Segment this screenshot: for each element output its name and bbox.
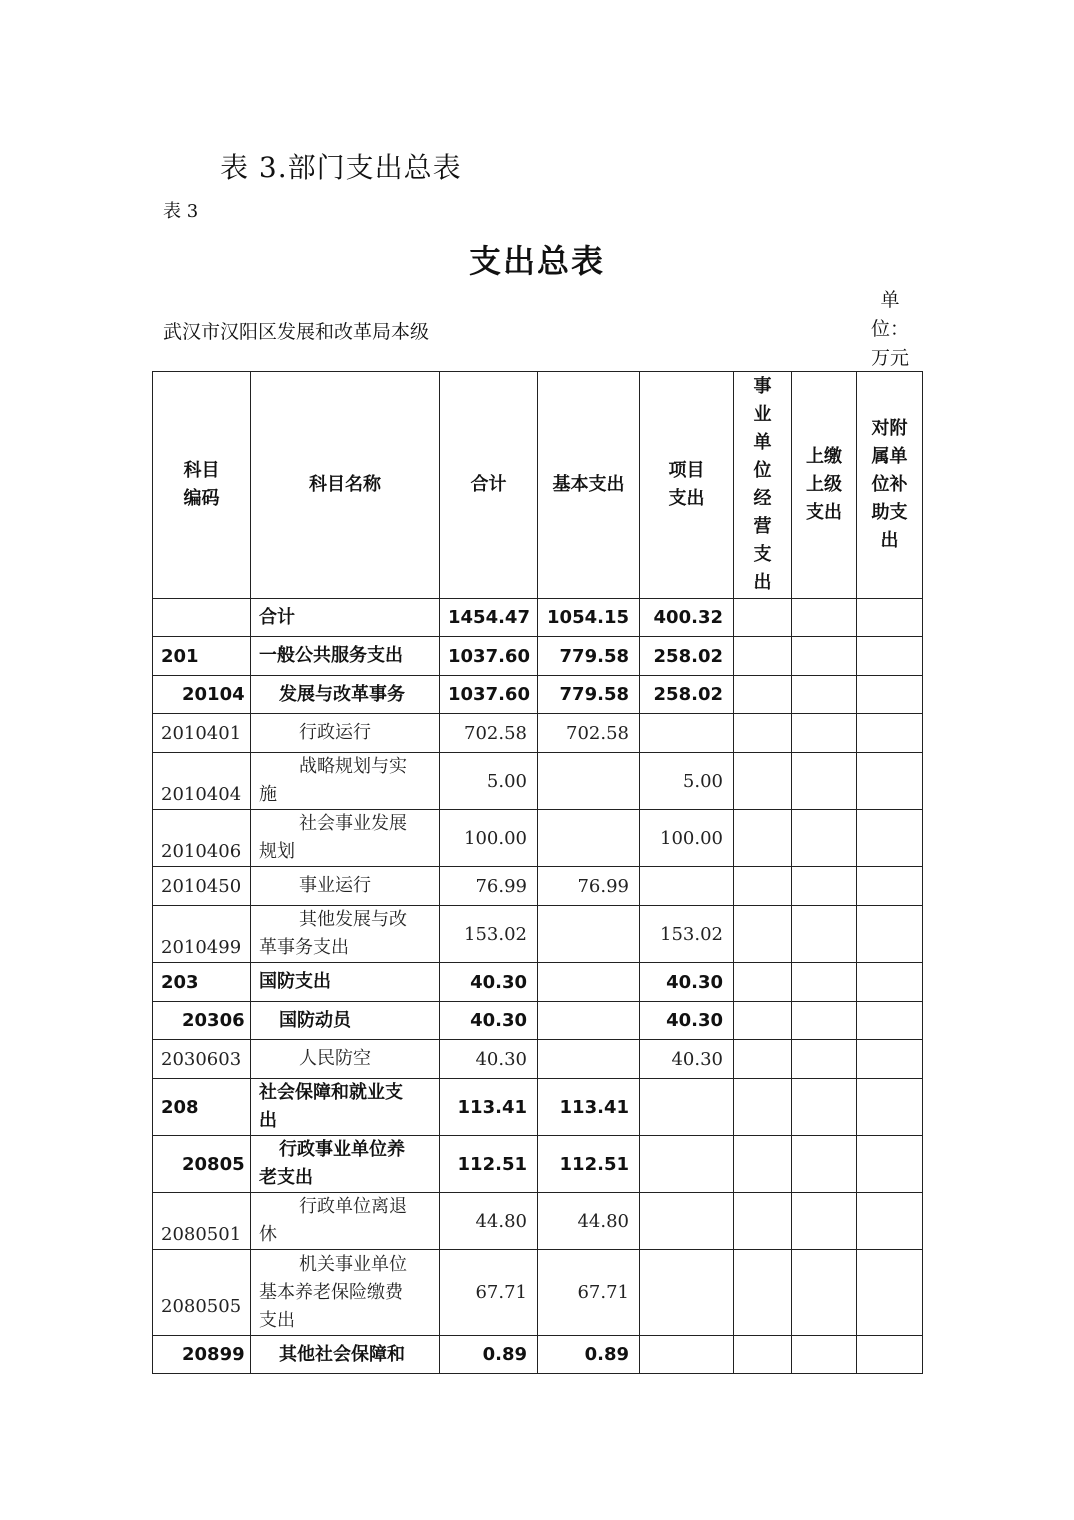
cell-upper xyxy=(792,1336,857,1374)
cell-subsidy xyxy=(857,810,923,867)
cell-name: 其他社会保障和 xyxy=(251,1336,440,1374)
cell-total: 100.00 xyxy=(440,810,538,867)
header-row xyxy=(153,372,923,599)
header-line: 助支 xyxy=(871,502,908,523)
header-line: 科目 xyxy=(183,460,220,481)
cell-total: 76.99 xyxy=(440,867,538,906)
cell-basic xyxy=(538,963,640,1002)
cell-name xyxy=(251,1079,440,1136)
table-row xyxy=(153,637,923,676)
cell-code: 20104 xyxy=(153,676,251,714)
cell-subsidy xyxy=(857,963,923,1002)
cell-name: 一般公共服务支出 xyxy=(251,637,440,676)
name-line: 基本养老保险缴费 xyxy=(259,1281,403,1303)
header-line: 上缴 xyxy=(806,446,842,467)
cell-subsidy xyxy=(857,1336,923,1374)
table-row xyxy=(153,810,923,867)
header-line: 支 xyxy=(753,544,772,565)
cell-business xyxy=(734,714,792,753)
cell-upper xyxy=(792,714,857,753)
cell-upper xyxy=(792,963,857,1002)
cell-subsidy xyxy=(857,637,923,676)
cell-project: 153.02 xyxy=(640,906,734,963)
cell-total: 44.80 xyxy=(440,1193,538,1250)
table-row xyxy=(153,1136,923,1193)
cell-business xyxy=(734,637,792,676)
cell-project xyxy=(640,714,734,753)
cell-project: 40.30 xyxy=(640,1040,734,1079)
cell-project xyxy=(640,1079,734,1136)
table-row xyxy=(153,963,923,1002)
header-line: 上级 xyxy=(806,474,842,495)
header-line: 属单 xyxy=(871,446,908,467)
cell-basic: 702.58 xyxy=(538,714,640,753)
table-title: 支出总表 xyxy=(468,242,605,280)
cell-project xyxy=(640,867,734,906)
cell-name: 国防动员 xyxy=(251,1002,440,1040)
cell-basic xyxy=(538,810,640,867)
unit-label xyxy=(868,286,912,373)
cell-name xyxy=(251,1193,440,1250)
cell-project xyxy=(640,1336,734,1374)
cell-business xyxy=(734,1002,792,1040)
header-business xyxy=(734,372,792,599)
cell-code: 2080505 xyxy=(153,1250,251,1336)
cell-upper xyxy=(792,906,857,963)
cell-project: 100.00 xyxy=(640,810,734,867)
table-row xyxy=(153,599,923,637)
cell-subsidy xyxy=(857,1193,923,1250)
table-row xyxy=(153,1002,923,1040)
cell-code: 2010499 xyxy=(153,906,251,963)
cell-business xyxy=(734,676,792,714)
cell-upper xyxy=(792,1002,857,1040)
table-row xyxy=(153,1250,923,1336)
cell-subsidy xyxy=(857,714,923,753)
cell-name: 人民防空 xyxy=(251,1040,440,1079)
unit-line: 位： xyxy=(870,318,909,340)
table-row xyxy=(153,714,923,753)
cell-subsidy xyxy=(857,1079,923,1136)
cell-basic: 113.41 xyxy=(538,1079,640,1136)
table-row xyxy=(153,676,923,714)
name-line: 机关事业单位 xyxy=(299,1253,407,1275)
name-line: 战略规划与实 xyxy=(299,756,407,777)
cell-project: 258.02 xyxy=(640,676,734,714)
cell-project: 40.30 xyxy=(640,1002,734,1040)
cell-code: 2010406 xyxy=(153,810,251,867)
cell-upper xyxy=(792,810,857,867)
cell-basic: 779.58 xyxy=(538,676,640,714)
header-line: 支出 xyxy=(806,502,842,523)
cell-code: 203 xyxy=(153,963,251,1002)
header-name: 科目名称 xyxy=(251,372,440,599)
cell-total: 1037.60 xyxy=(440,676,538,714)
cell-subsidy xyxy=(857,1136,923,1193)
unit-line: 单 xyxy=(880,289,900,311)
cell-upper xyxy=(792,637,857,676)
cell-name: 发展与改革事务 xyxy=(251,676,440,714)
cell-business xyxy=(734,1250,792,1336)
cell-total: 40.30 xyxy=(440,963,538,1002)
cell-name xyxy=(251,906,440,963)
name-line: 行政事业单位养 xyxy=(279,1139,405,1160)
cell-total: 40.30 xyxy=(440,1002,538,1040)
header-line: 编码 xyxy=(183,488,220,509)
header-line: 对附 xyxy=(871,418,908,439)
cell-project: 40.30 xyxy=(640,963,734,1002)
cell-name xyxy=(251,1250,440,1336)
cell-name xyxy=(251,1136,440,1193)
cell-business xyxy=(734,1193,792,1250)
header-project xyxy=(640,372,734,599)
page-heading: 表 3.部门支出总表 xyxy=(220,151,462,184)
table-row xyxy=(153,906,923,963)
cell-business xyxy=(734,867,792,906)
expenditure-table xyxy=(152,371,923,1374)
header-total: 合计 xyxy=(440,372,538,599)
cell-basic: 112.51 xyxy=(538,1136,640,1193)
table-row xyxy=(153,867,923,906)
cell-total: 702.58 xyxy=(440,714,538,753)
header-upper xyxy=(792,372,857,599)
cell-subsidy xyxy=(857,1002,923,1040)
name-line: 出 xyxy=(259,1110,277,1131)
table-label: 表 3 xyxy=(163,201,199,222)
cell-upper xyxy=(792,1193,857,1250)
cell-total: 1037.60 xyxy=(440,637,538,676)
header-line: 出 xyxy=(753,572,772,593)
cell-basic: 0.89 xyxy=(538,1336,640,1374)
name-line: 休 xyxy=(259,1224,277,1245)
table-row xyxy=(153,1040,923,1079)
cell-name: 事业运行 xyxy=(251,867,440,906)
table-row xyxy=(153,753,923,810)
header-line: 位补 xyxy=(871,474,908,495)
cell-code xyxy=(153,599,251,637)
cell-subsidy xyxy=(857,676,923,714)
cell-basic xyxy=(538,1002,640,1040)
cell-upper xyxy=(792,599,857,637)
name-line: 规划 xyxy=(259,841,295,862)
cell-name xyxy=(251,753,440,810)
cell-project xyxy=(640,1193,734,1250)
header-code xyxy=(153,372,251,599)
organization-name: 武汉市汉阳区发展和改革局本级 xyxy=(163,321,430,343)
cell-upper xyxy=(792,676,857,714)
cell-code: 2030603 xyxy=(153,1040,251,1079)
cell-subsidy xyxy=(857,1250,923,1336)
cell-upper xyxy=(792,867,857,906)
table-row xyxy=(153,1193,923,1250)
cell-business xyxy=(734,599,792,637)
cell-project: 5.00 xyxy=(640,753,734,810)
cell-total: 153.02 xyxy=(440,906,538,963)
cell-business xyxy=(734,1136,792,1193)
cell-subsidy xyxy=(857,1040,923,1079)
header-line: 事 xyxy=(753,376,772,397)
cell-upper xyxy=(792,1136,857,1193)
cell-total: 5.00 xyxy=(440,753,538,810)
cell-subsidy xyxy=(857,753,923,810)
cell-basic: 779.58 xyxy=(538,637,640,676)
header-line: 位 xyxy=(753,460,772,481)
cell-basic xyxy=(538,1040,640,1079)
header-line: 项目 xyxy=(668,460,705,481)
cell-basic xyxy=(538,906,640,963)
cell-business xyxy=(734,906,792,963)
cell-business xyxy=(734,753,792,810)
header-subsidy xyxy=(857,372,923,599)
cell-total: 67.71 xyxy=(440,1250,538,1336)
name-line: 其他发展与改 xyxy=(299,909,407,930)
cell-subsidy xyxy=(857,867,923,906)
name-line: 行政单位离退 xyxy=(299,1196,407,1217)
cell-upper xyxy=(792,1250,857,1336)
cell-upper xyxy=(792,1040,857,1079)
name-line: 老支出 xyxy=(259,1167,313,1188)
table-row xyxy=(153,1079,923,1136)
cell-project: 258.02 xyxy=(640,637,734,676)
header-line: 支出 xyxy=(668,488,705,509)
cell-basic: 67.71 xyxy=(538,1250,640,1336)
cell-project xyxy=(640,1136,734,1193)
cell-name: 国防支出 xyxy=(251,963,440,1002)
cell-code: 2010450 xyxy=(153,867,251,906)
header-line: 营 xyxy=(753,516,772,537)
cell-code: 208 xyxy=(153,1079,251,1136)
cell-upper xyxy=(792,1079,857,1136)
header-line: 经 xyxy=(753,488,772,509)
cell-code: 20805 xyxy=(153,1136,251,1193)
cell-code: 2080501 xyxy=(153,1193,251,1250)
cell-project xyxy=(640,1250,734,1336)
header-basic: 基本支出 xyxy=(538,372,640,599)
header-line: 业 xyxy=(753,404,772,425)
cell-total: 40.30 xyxy=(440,1040,538,1079)
cell-name: 合计 xyxy=(251,599,440,637)
cell-business xyxy=(734,963,792,1002)
cell-name xyxy=(251,810,440,867)
cell-code: 2010401 xyxy=(153,714,251,753)
cell-subsidy xyxy=(857,906,923,963)
cell-business xyxy=(734,1079,792,1136)
cell-basic: 44.80 xyxy=(538,1193,640,1250)
cell-business xyxy=(734,810,792,867)
cell-basic: 76.99 xyxy=(538,867,640,906)
table-row xyxy=(153,1336,923,1374)
name-line: 革事务支出 xyxy=(259,937,349,958)
cell-name: 行政运行 xyxy=(251,714,440,753)
name-line: 支出 xyxy=(259,1309,295,1331)
name-line: 社会保障和就业支 xyxy=(259,1082,403,1103)
cell-code: 2010404 xyxy=(153,753,251,810)
cell-total: 1454.47 xyxy=(440,599,538,637)
cell-project: 400.32 xyxy=(640,599,734,637)
cell-business xyxy=(734,1040,792,1079)
header-line: 出 xyxy=(880,530,899,551)
cell-subsidy xyxy=(857,599,923,637)
cell-upper xyxy=(792,753,857,810)
cell-business xyxy=(734,1336,792,1374)
cell-total: 112.51 xyxy=(440,1136,538,1193)
cell-code: 20899 xyxy=(153,1336,251,1374)
cell-basic: 1054.15 xyxy=(538,599,640,637)
cell-basic xyxy=(538,753,640,810)
name-line: 施 xyxy=(259,784,277,805)
name-line: 社会事业发展 xyxy=(299,813,407,834)
cell-total: 0.89 xyxy=(440,1336,538,1374)
cell-total: 113.41 xyxy=(440,1079,538,1136)
cell-code: 20306 xyxy=(153,1002,251,1040)
unit-line: 万元 xyxy=(870,347,909,369)
header-line: 单 xyxy=(753,432,772,453)
cell-code: 201 xyxy=(153,637,251,676)
